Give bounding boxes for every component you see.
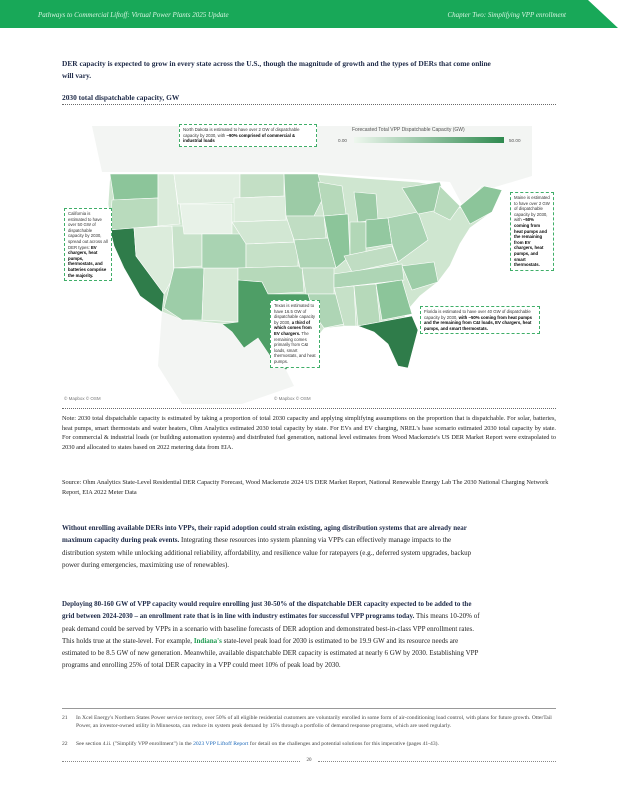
paragraph-vpp-deployment-text4: state-level peak load for 2030 is estimated to be 19.9 GW and its resource needs are estimated to be 8.5 GW of new generation. [62, 636, 459, 658]
callout-texas [270, 300, 320, 368]
map-credit-left: © Mapbox © OSM [64, 396, 101, 401]
callout-florida-text: Florida is estimated to have over 40 GW of dispatchable capacity by 2030, [424, 309, 531, 320]
footnote-22-body [76, 740, 558, 748]
state-wyoming [180, 204, 232, 234]
us-map [62, 116, 556, 404]
lead-paragraph: DER capacity is expected to grow in every state across the U.S., though the magnitude of growth and the types of DERs that come online will vary. [62, 59, 491, 80]
callout-california-highlight: EV chargers, heat pumps, thermostats, and batteries comprise the majority. [68, 244, 107, 278]
paragraph-vpp-deployment-text2: This holds true at the state-level. [62, 636, 154, 645]
paragraph-vpp-deployment-bold: Deploying 80-160 GW of VPP capacity would require enrolling just 30-50% of the dispatchable DER capacity expected to be added to the grid between 2024-2030 – an enrollment rate that is in line with industry estimates for successful VPP programs today. [62, 600, 472, 621]
footnote-21 [62, 714, 558, 731]
paragraph-vpp-deployment-text1: This means 10-20% of peak demand could be served by VPPs in a scenario with baseline forecasts of DER adoption and demonstrated best-in-class VPP enrollment rates. [62, 612, 480, 633]
state-ohio [366, 218, 392, 248]
paragraph-vpp-deployment-text3: For example, [155, 636, 193, 645]
indiana-highlight: Indiana's [193, 636, 222, 645]
legend-min: 0.00 [338, 138, 347, 143]
callout-north-dakota-highlight: ~90% comprised of commercial & industrial loads [183, 132, 296, 144]
legend-gradient [354, 137, 504, 143]
state-michigan [354, 192, 378, 222]
callout-north-dakota-text: North Dakota is estimated to have over 2 GW of dispatchable capacity by 2030, with [183, 127, 300, 138]
callout-maine-highlight: ~50% coming from heat pumps and the remaining from EV chargers, heat pumps, and smart thermostats. [514, 217, 547, 268]
callout-texas-text2: The remaining comes primarily from C&I loads, smart thermostats, and heat pumps. [274, 330, 316, 364]
callout-california [64, 208, 112, 281]
legend-title: Forecasted Total VPP Dispatchable Capacity (GW) [352, 127, 465, 133]
footnote-rule [62, 708, 556, 709]
footnote-22-text-after: for detail on the challenges and potential solutions for this imperative (pages 41-43). [249, 741, 439, 747]
footnote-22-text-before: See section 4.ii. ("Simplify VPP enrollment") in the [76, 741, 192, 747]
paragraph-vpp-deployment [62, 598, 482, 672]
paragraph-distribution-strain-bold: Without enrolling available DERs into VPPs, their rapid adoption could strain existing, aging distribution systems that are already near maximum capacity during peak events. [62, 524, 467, 545]
callout-maine [510, 192, 554, 271]
figure-title: 2030 total dispatchable capacity, GW [62, 93, 180, 102]
figure-rule-bottom [62, 408, 556, 409]
liftoff-report-link[interactable]: 2023 VPP Liftoff Report [193, 741, 249, 747]
state-arkansas [302, 268, 334, 294]
state-new-mexico [202, 268, 238, 322]
page-number: 20 [306, 758, 312, 763]
paragraph-vpp-deployment-text5: Meanwhile, available dispatchable DER capacity is estimated at nearly 6 GW by 2030. Establishing VPP programs and enrolling 25% of total DER capacity in a VPP could meet 10% of peak load by 2030. [62, 649, 479, 670]
footnote-21-number: 21 [62, 715, 68, 721]
state-alabama [354, 284, 380, 326]
footnote-22-number: 22 [62, 741, 68, 747]
state-oregon [110, 198, 158, 230]
state-indiana [350, 222, 366, 256]
state-north-dakota [240, 174, 284, 198]
figure-source: Source: Ohm Analytics State-Level Residential DER Capacity Forecast, Wood Mackenzie 2024 US DER Market Report, National Renewable Energy Lab The 2030 National Charging Network Report, EIA 2022 Meter Data [62, 479, 549, 496]
state-washington [110, 174, 158, 200]
paragraph-distribution-strain-text: Integrating these resources into system planning via VPPs can effectively manage impacts to the distribution system while unlocking additional reliability, affordability, and resilience value for ratepayers (e.g., deferred system upgrades, backup power during emergencies, maximizing use of renewables). [62, 536, 472, 569]
legend-max: 50.00 [509, 138, 521, 143]
callout-texas-text: Texas is estimated to have 16.5 GW of dispatchable capacity by 2030, [274, 303, 316, 325]
state-kansas [246, 242, 298, 268]
header-corner [588, 0, 618, 28]
chapter-title: Chapter Two: Simplifying VPP enrollment [447, 11, 566, 19]
paragraph-distribution-strain [62, 522, 482, 571]
map-credit-mid: © Mapbox © OSM [274, 396, 311, 401]
footnote-22 [62, 740, 558, 748]
figure-note: Note: 2030 total dispatchable capacity is estimated by taking a proportion of total 2030 capacity and applying simplifying assumptions on the proportion that is dispatchable. For solar, batteries, heat pumps, smart thermostats and water heaters, Ohm Analytics estimated 2030 total capacity by state. For EVs and EV charging, NREL's base scenario estimated 2030 total capacity by state. For commercial & industrial loads (or building automation systems) and distributed fuel generation, national level estimates from Wood Mackenzie's US DER Market Report were extrapolated to 2030 and allocated to states based on 2022 metering data from EIA. [62, 415, 556, 451]
callout-texas-highlight: a third of which comes from EV chargers. [274, 319, 312, 336]
report-title: Pathways to Commercial Liftoff: Virtual Power Plants 2025 Update [38, 11, 229, 19]
state-south-dakota [234, 196, 286, 222]
footnote-21-text: In Xcel Energy's Northern States Power service territory, over 50% of all eligible residential customers are voluntarily enrolled in some form of air-conditioning load control, with plans for future growth. OtterTail Power, an investor-owned utility in Minnesota, can reduce its system peak demand by 15% through a portfolio of demand response programs, which are used regularly. [76, 715, 552, 730]
state-montana [174, 174, 240, 204]
state-colorado [202, 234, 246, 268]
callout-california-text: California is estimated to have over 50 GW of dispatchable capacity by 2030, spread out across all DER types: [68, 211, 108, 250]
callout-florida [420, 306, 540, 334]
callout-florida-highlight: with ~50% coming from heat pumps and the remaining from C&I loads, EV chargers, heat pumps, and smart thermostats. [424, 314, 533, 331]
callout-north-dakota [179, 124, 317, 147]
figure-rule-top [62, 104, 556, 105]
callout-maine-text: Maine is estimated to have over 2 GW of dispatchable capacity by 2030, with [514, 195, 550, 223]
